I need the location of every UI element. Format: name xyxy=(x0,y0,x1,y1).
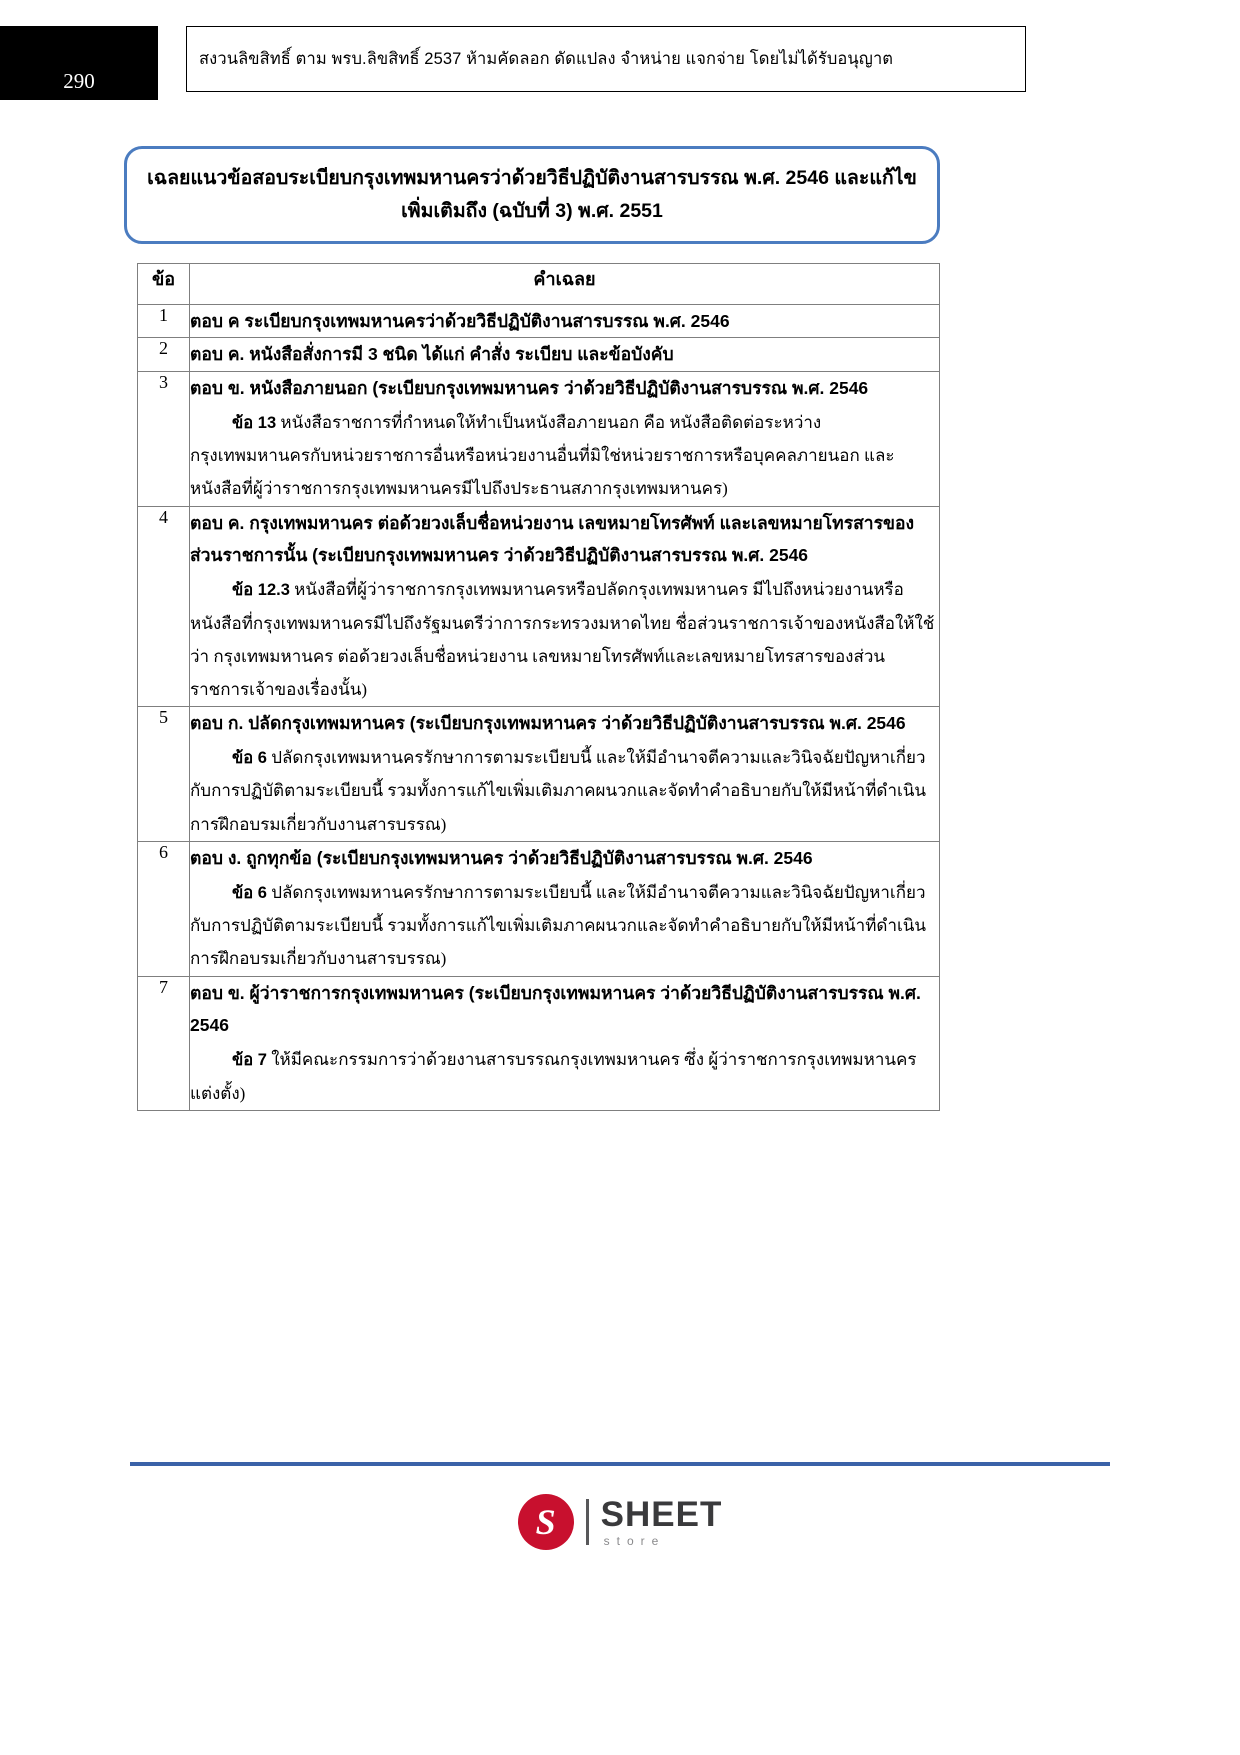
answer-heading: ตอบ ค ระเบียบกรุงเทพมหานครว่าด้วยวิธีปฏิบัติงานสารบรรณ พ.ศ. 2546 xyxy=(190,311,730,331)
answer-key-table xyxy=(137,263,940,1111)
logo-divider xyxy=(586,1499,589,1545)
answer-explanation xyxy=(190,876,939,975)
clause-label: ข้อ 12.3 xyxy=(232,581,290,600)
table-row xyxy=(138,841,940,976)
answer-heading: ตอบ ง. ถูกทุกข้อ (ระเบียบกรุงเทพมหานคร ว่าด้วยวิธีปฏิบัติงานสารบรรณ พ.ศ. 2546 xyxy=(190,847,813,868)
logo-s-icon xyxy=(518,1494,574,1550)
column-header-answer: คำเฉลย xyxy=(190,264,940,305)
table-row xyxy=(138,976,940,1110)
answer-cell xyxy=(190,841,940,976)
clause-text: หนังสือที่ผู้ว่าราชการกรุงเทพมหานครหรือปลัดกรุงเทพมหานคร มีไปถึงหน่วยงานหรือหนังสือที่กรุงเทพมหานครมีไปถึงรัฐมนตรีว่าการกระทรวงมหาดไทย ชื่อส่วนราชการเจ้าของหนังสือให้ใช้ว่า กรุงเทพมหานคร ต่อด้วยวงเล็บชื่อหน่วยงาน เลขหมายโทรศัพท์และเลขหมายโทรสารของส่วนราชการเจ้าของเรื่องนั้น) xyxy=(190,580,935,699)
table-row xyxy=(138,506,940,706)
table-row xyxy=(138,338,940,371)
page-number-box xyxy=(0,26,158,100)
document-title-line-1: เฉลยแนวข้อสอบระเบียบกรุงเทพมหานครว่าด้วยวิธีปฏิบัติงานสารบรรณ พ.ศ. 2546 และแก้ไข xyxy=(147,166,917,189)
table-header-row xyxy=(138,264,940,305)
row-number: 1 xyxy=(138,305,190,338)
page-header xyxy=(0,26,1240,100)
answer-explanation xyxy=(190,406,939,505)
answer-explanation xyxy=(190,1043,939,1109)
answer-explanation xyxy=(190,573,939,706)
clause-label: ข้อ 6 xyxy=(232,749,267,768)
column-header-no: ข้อ xyxy=(138,264,190,305)
answer-explanation xyxy=(190,741,939,840)
answer-heading: ตอบ ก. ปลัดกรุงเทพมหานคร (ระเบียบกรุงเทพมหานคร ว่าด้วยวิธีปฏิบัติงานสารบรรณ พ.ศ. 2546 xyxy=(190,712,906,733)
sheet-store-logo xyxy=(0,1494,1240,1550)
copyright-notice: สงวนลิขสิทธิ์ ตาม พรบ.ลิขสิทธิ์ 2537 ห้ามคัดลอก ดัดแปลง จำหน่าย แจกจ่าย โดยไม่ได้รับอนุญาต xyxy=(199,50,894,68)
row-number: 7 xyxy=(138,976,190,1110)
clause-label: ข้อ 6 xyxy=(232,884,267,903)
clause-text: หนังสือราชการที่กำหนดให้ทำเป็นหนังสือภายนอก คือ หนังสือติดต่อระหว่างกรุงเทพมหานครกับหน่วยราชการอื่นหรือหน่วยงานอื่นที่มิใช่หน่วยราชการหรือบุคคลภายนอก และหนังสือที่ผู้ว่าราชการกรุงเทพมหานครมีไปถึงประธานสภากรุงเทพมหานคร) xyxy=(190,413,895,499)
logo-wordmark xyxy=(601,1497,723,1547)
answer-cell xyxy=(190,976,940,1110)
answer-heading: ตอบ ข. ผู้ว่าราชการกรุงเทพมหานคร (ระเบียบกรุงเทพมหานคร ว่าด้วยวิธีปฏิบัติงานสารบรรณ พ.ศ. 2546 xyxy=(190,982,921,1035)
row-number: 3 xyxy=(138,371,190,506)
document-title-box xyxy=(124,146,940,244)
clause-text: ให้มีคณะกรรมการว่าด้วยงานสารบรรณกรุงเทพมหานคร ซึ่ง ผู้ว่าราชการกรุงเทพมหานครแต่งตั้ง) xyxy=(190,1050,917,1103)
logo-main-text: SHEET xyxy=(600,1495,723,1534)
table-row xyxy=(138,706,940,841)
logo-sub-text: store xyxy=(603,1534,666,1548)
clause-text: ปลัดกรุงเทพมหานครรักษาการตามระเบียบนี้ และให้มีอำนาจตีความและวินิจฉัยปัญหาเกี่ยวกับการปฏิบัติตามระเบียบนี้ รวมทั้งการแก้ไขเพิ่มเติมภาคผนวกและจัดทำคำอธิบายกับให้มีหน้าที่ดำเนินการฝึกอบรมเกี่ยวกับงานสารบรรณ) xyxy=(190,883,927,969)
answer-heading: ตอบ ค. หนังสือสั่งการมี 3 ชนิด ได้แก่ คำสั่ง ระเบียบ และข้อบังคับ xyxy=(190,344,674,365)
answer-heading: ตอบ ค. กรุงเทพมหานคร ต่อด้วยวงเล็บชื่อหน่วยงาน เลขหมายโทรศัพท์ และเลขหมายโทรสารของส่วนราชการนั้น (ระเบียบกรุงเทพมหานคร ว่าด้วยวิธีปฏิบัติงานสารบรรณ พ.ศ. 2546 xyxy=(190,512,915,565)
answer-cell xyxy=(190,506,940,706)
clause-label: ข้อ 7 xyxy=(232,1051,267,1070)
answer-cell xyxy=(190,371,940,506)
logo-letter: S xyxy=(535,1502,556,1542)
table-row xyxy=(138,371,940,506)
document-title-line-2: เพิ่มเติมถึง (ฉบับที่ 3) พ.ศ. 2551 xyxy=(401,200,663,222)
answer-cell xyxy=(190,305,940,338)
row-number: 2 xyxy=(138,338,190,371)
answer-heading: ตอบ ข. หนังสือภายนอก (ระเบียบกรุงเทพมหานคร ว่าด้วยวิธีปฏิบัติงานสารบรรณ พ.ศ. 2546 xyxy=(190,377,869,398)
answer-cell xyxy=(190,706,940,841)
clause-text: ปลัดกรุงเทพมหานครรักษาการตามระเบียบนี้ และให้มีอำนาจตีความและวินิจฉัยปัญหาเกี่ยวกับการปฏิบัติตามระเบียบนี้ รวมทั้งการแก้ไขเพิ่มเติมภาคผนวกและจัดทำคำอธิบายกับให้มีหน้าที่ดำเนินการฝึกอบรมเกี่ยวกับงานสารบรรณ) xyxy=(190,748,927,834)
row-number: 5 xyxy=(138,706,190,841)
row-number: 4 xyxy=(138,506,190,706)
row-number: 6 xyxy=(138,841,190,976)
footer-divider xyxy=(130,1462,1110,1466)
clause-label: ข้อ 13 xyxy=(232,414,277,433)
copyright-box xyxy=(186,26,1026,92)
page-number: 290 xyxy=(63,69,95,93)
answer-cell xyxy=(190,338,940,371)
table-row xyxy=(138,305,940,338)
